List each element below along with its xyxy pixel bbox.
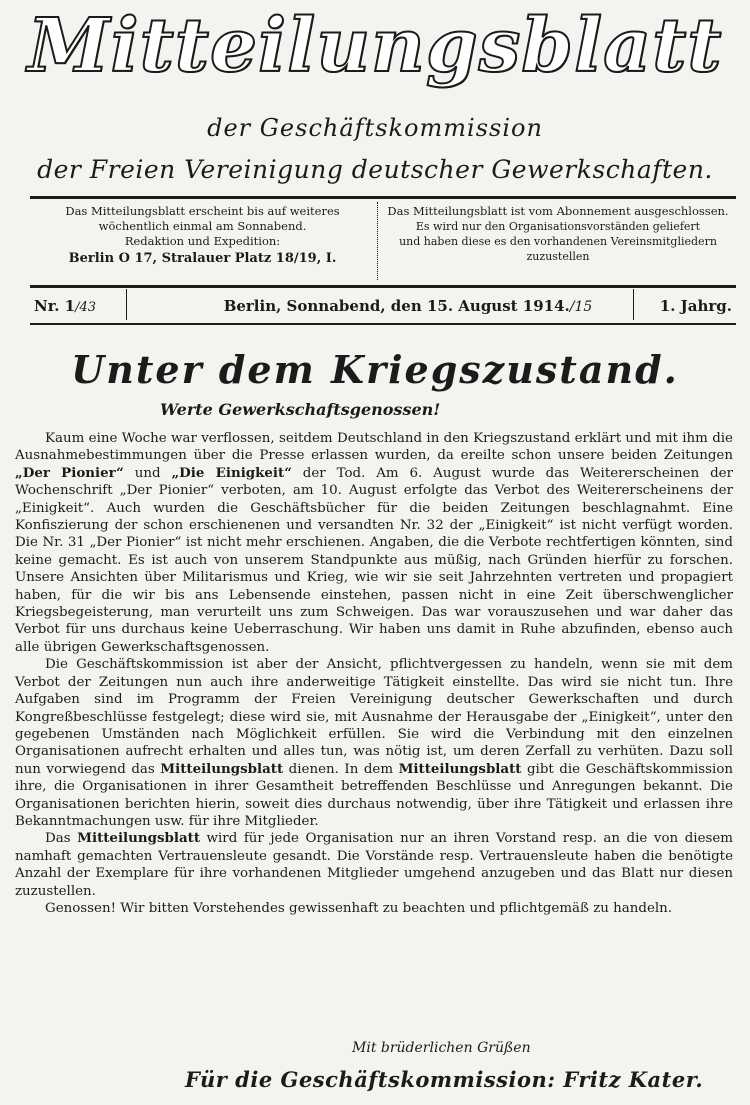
info-divider (377, 202, 378, 280)
subscription-info (380, 204, 736, 264)
issue-number-handwritten: /43 (75, 300, 97, 315)
dateline-divider-right (633, 289, 634, 320)
info-subscription-excluded: Das Mitteilungsblatt ist vom Abonnement ausgeschlossen. (387, 204, 729, 218)
dateline (30, 291, 736, 321)
info-address: Berlin O 17, Stralauer Platz 18/19, I. (68, 251, 337, 266)
masthead-subtitle-commission: der Geschäftskommission (207, 114, 543, 142)
volume-year: 1. Jahrg. (659, 297, 732, 315)
closing-greeting: Mit brüderlichen Grüßen (352, 1040, 531, 1056)
issue-number: Nr. 1/43 (34, 297, 97, 315)
issue-date-handwritten: /15 (569, 299, 593, 315)
info-distribution-note: und haben diese es den vorhandenen Vereinsmitgliedern (399, 235, 717, 248)
info-delivery-note: Es wird nur den Organisationsvorständen geliefert (415, 220, 701, 233)
paragraph-1: Kaum eine Woche war verflossen, seitdem Deutschland in den Kriegszustand erklärt und mit ihm die Ausnahmebestimmungen über die Presse erlassen wurden, da ereilte schon unsere beiden Zeitungen „Der Pionier“ und „Die Einigkeit“ der Tod. Am 6. August wurde das Weitererscheinen der Wochenschrift „Der Pionier“ verboten, am 10. August erfolgte das Verbot des Weitererscheinens der „Einigkeit“. Auch wurden die Geschäftsbücher für die beiden Zeitungen beschlagnahmt. Eine Konfiszierung der schon erschienenen und versandten Nr. 32 der „Einigkeit“ ist nicht verfügt worden. Die Nr. 31 „Der Pionier“ ist nicht mehr erschienen. Angaben, die die Verbote rechtfertigen könnten, sind keine gemacht. Es ist auch von unserem Standpunkte aus müßig, nach Gründen hierfür zu forschen. Unsere Ansichten über Militarismus und Krieg, wie wir sie seit Jahrzehnten vertreten und propagiert haben, für die wir bis ans Lebensende einstehen, passen nicht in eine Zeit überschwenglicher Kriegsbegeisterung, man verurteilt uns zum Schweigen. Das war vorauszusehen und war daher das Verbot für uns durchaus keine Ueberraschung. Wir haben uns damit in Ruhe abzufinden, ebenso auch alle übrigen Gewerkschaftsgenossen. (15, 431, 734, 655)
dateline-bottom-rule (30, 323, 736, 325)
dateline-divider-left (126, 289, 127, 320)
info-editorial-label: Redaktion und Expedition: (124, 234, 281, 248)
paragraph-3: Das Mitteilungsblatt wird für jede Organisation nur an ihren Vorstand resp. an die von diesem namhaft gemachten Vertrauensleute gesandt. Die Vorstände resp. Vertrauensleute haben die benötigte Anzahl der Exemplare für ihre vorhandenen Mitglieder umgehend anzugeben und das Blatt nur diesen zuzustellen. (15, 830, 733, 899)
info-publishing-frequency: wöchentlich einmal am Sonnabend. (98, 219, 307, 233)
top-rule (30, 196, 736, 199)
info-publishing-schedule: Das Mitteilungsblatt erscheint bis auf weiteres (65, 204, 340, 218)
article-salutation: Werte Gewerkschaftsgenossen! (160, 400, 441, 419)
signature: Für die Geschäftskommission: Fritz Kater. (185, 1067, 704, 1092)
article-body (15, 430, 733, 917)
masthead-subtitle-association: der Freien Vereinigung deutscher Gewerkschaften. (37, 155, 713, 184)
publication-info (30, 204, 375, 266)
info-distribution-note-end: zuzustellen (526, 250, 590, 263)
issue-date: Berlin, Sonnabend, den 15. August 1914./15 (223, 297, 593, 315)
masthead-title: Mitteilungsblatt (27, 3, 723, 89)
dateline-top-rule (30, 285, 736, 288)
paragraph-2: Die Geschäftskommission ist aber der Ansicht, pflichtvergessen zu handeln, wenn sie mit dem Verbot der Zeitungen nun auch ihre anderweitige Tätigkeit einstellte. Das wird sie nicht tun. Ihre Aufgaben sind im Programm der Freien Vereinigung deutscher Gewerkschaften und durch Kongreßbeschlüsse festgelegt; diese wird sie, mit Ausnahme der Herausgabe der „Einigkeit“, unter den gegebenen Umständen nach Möglichkeit erfüllen. Sie wird die Verbindung mit den einzelnen Organisationen aufrecht erhalten und alles tun, was nötig ist, um deren Zerfall zu verhüten. Dazu soll nun vorwiegend das Mitteilungsblatt dienen. In dem Mitteilungsblatt gibt die Geschäftskommission ihre, die Organisationen in ihrer Gesamtheit betreffenden Beschlüsse und Anregungen bekannt. Die Organisationen berichten hierin, soweit dies durchaus notwendig, über ihre Tätigkeit und erlassen ihre Bekanntmachungen usw. für ihre Mitglieder. (15, 657, 733, 829)
paragraph-4: Genossen! Wir bitten Vorstehendes gewissenhaft zu beachten und pflichtgemäß zu handeln. (45, 900, 673, 916)
article-headline: Unter dem Kriegszustand. (71, 347, 679, 392)
